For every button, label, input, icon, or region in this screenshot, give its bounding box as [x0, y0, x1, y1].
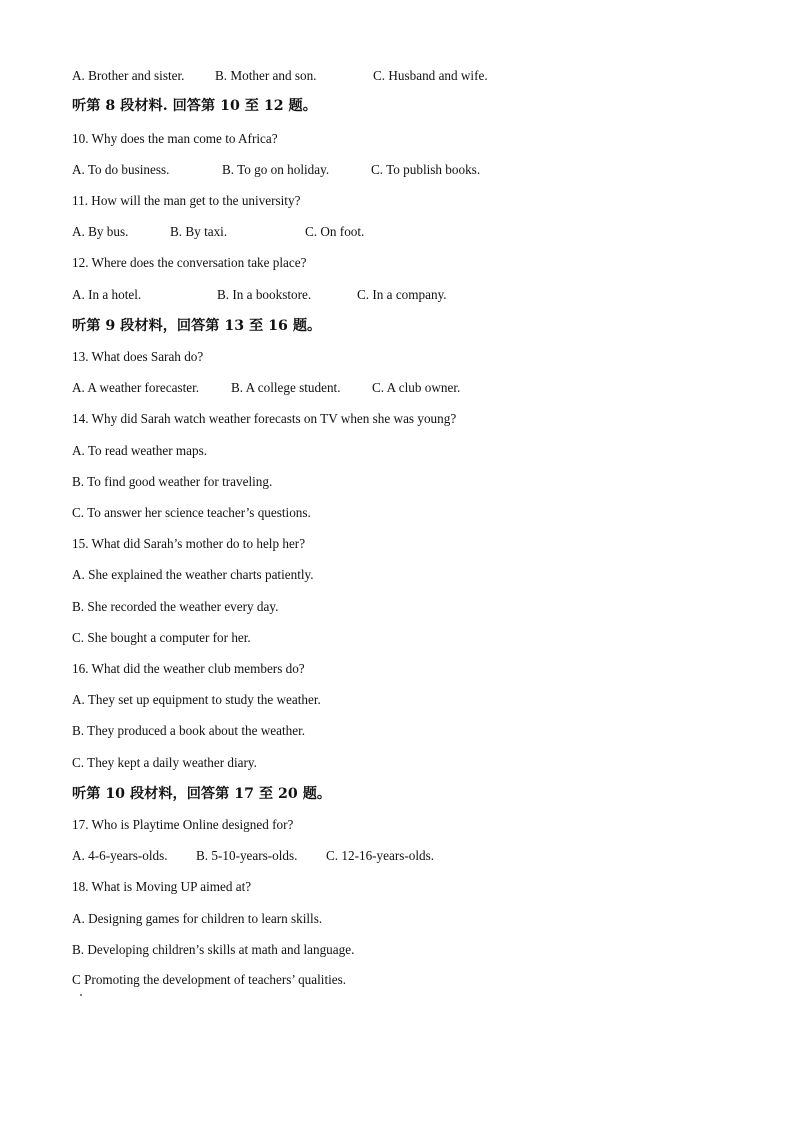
- q10-question: 10. Why does the man come to Africa?: [72, 131, 278, 146]
- q17-option-a: A. 4-6-years-olds.: [72, 848, 168, 863]
- q11-option-b: B. By taxi.: [170, 224, 228, 239]
- q9-option-c: C. Husband and wife.: [373, 68, 488, 83]
- q11-option-a: A. By bus.: [72, 224, 129, 239]
- q14-option-c: C. To answer her science teacher’s questions.: [72, 505, 311, 520]
- q15-option-a: A. She explained the weather charts patiently.: [72, 567, 314, 582]
- q16-question: 16. What did the weather club members do?: [72, 661, 305, 676]
- q17-option-c: C. 12-16-years-olds.: [326, 848, 435, 863]
- q18-option-c: C Promoting the development of teachers’ qualities.: [72, 972, 347, 987]
- q12-option-c: C. In a company.: [357, 287, 447, 302]
- section-8-heading: 听第 8 段材料. 回答第 10 至 12 题。: [72, 98, 317, 114]
- q12-question: 12. Where does the conversation take place?: [72, 255, 307, 270]
- q15-option-c: C. She bought a computer for her.: [72, 630, 251, 645]
- q13-option-c: C. A club owner.: [372, 380, 461, 395]
- q17-option-b: B. 5-10-years-olds.: [196, 848, 298, 863]
- q18-question: 18. What is Moving UP aimed at?: [72, 879, 252, 894]
- section-10-heading: 听第 10 段材料，回答第 17 至 20 题。: [72, 786, 332, 802]
- q9-option-b: B. Mother and son.: [215, 68, 317, 83]
- q13-question: 13. What does Sarah do?: [72, 349, 204, 364]
- q12-option-b: B. In a bookstore.: [217, 287, 312, 302]
- q17-question: 17. Who is Playtime Online designed for?: [72, 817, 294, 832]
- q16-option-c: C. They kept a daily weather diary.: [72, 755, 257, 770]
- q13-option-b: B. A college student.: [231, 380, 341, 395]
- q11-option-c: C. On foot.: [305, 224, 365, 239]
- q14-option-b: B. To find good weather for traveling.: [72, 474, 273, 489]
- q14-question: 14. Why did Sarah watch weather forecasts on TV when she was young?: [72, 411, 457, 426]
- q11-question: 11. How will the man get to the university?: [72, 193, 301, 208]
- q15-question: 15. What did Sarah’s mother do to help her?: [72, 536, 306, 551]
- q12-option-a: A. In a hotel.: [72, 287, 142, 302]
- q14-option-a: A. To read weather maps.: [72, 443, 208, 458]
- q9-option-a: A. Brother and sister.: [72, 68, 185, 83]
- q10-option-c: C. To publish books.: [371, 162, 481, 177]
- q10-option-b: B. To go on holiday.: [222, 162, 330, 177]
- q16-option-a: A. They set up equipment to study the weather.: [72, 692, 321, 707]
- q15-option-b: B. She recorded the weather every day.: [72, 599, 279, 614]
- q16-option-b: B. They produced a book about the weather.: [72, 723, 306, 738]
- q18-option-b: B. Developing children’s skills at math and language.: [72, 942, 355, 957]
- stray-mark: [80, 994, 82, 996]
- q18-option-a: A. Designing games for children to learn skills.: [72, 911, 323, 926]
- q13-option-a: A. A weather forecaster.: [72, 380, 200, 395]
- section-9-heading: 听第 9 段材料，回答第 13 至 16 题。: [72, 318, 322, 334]
- q10-option-a: A. To do business.: [72, 162, 170, 177]
